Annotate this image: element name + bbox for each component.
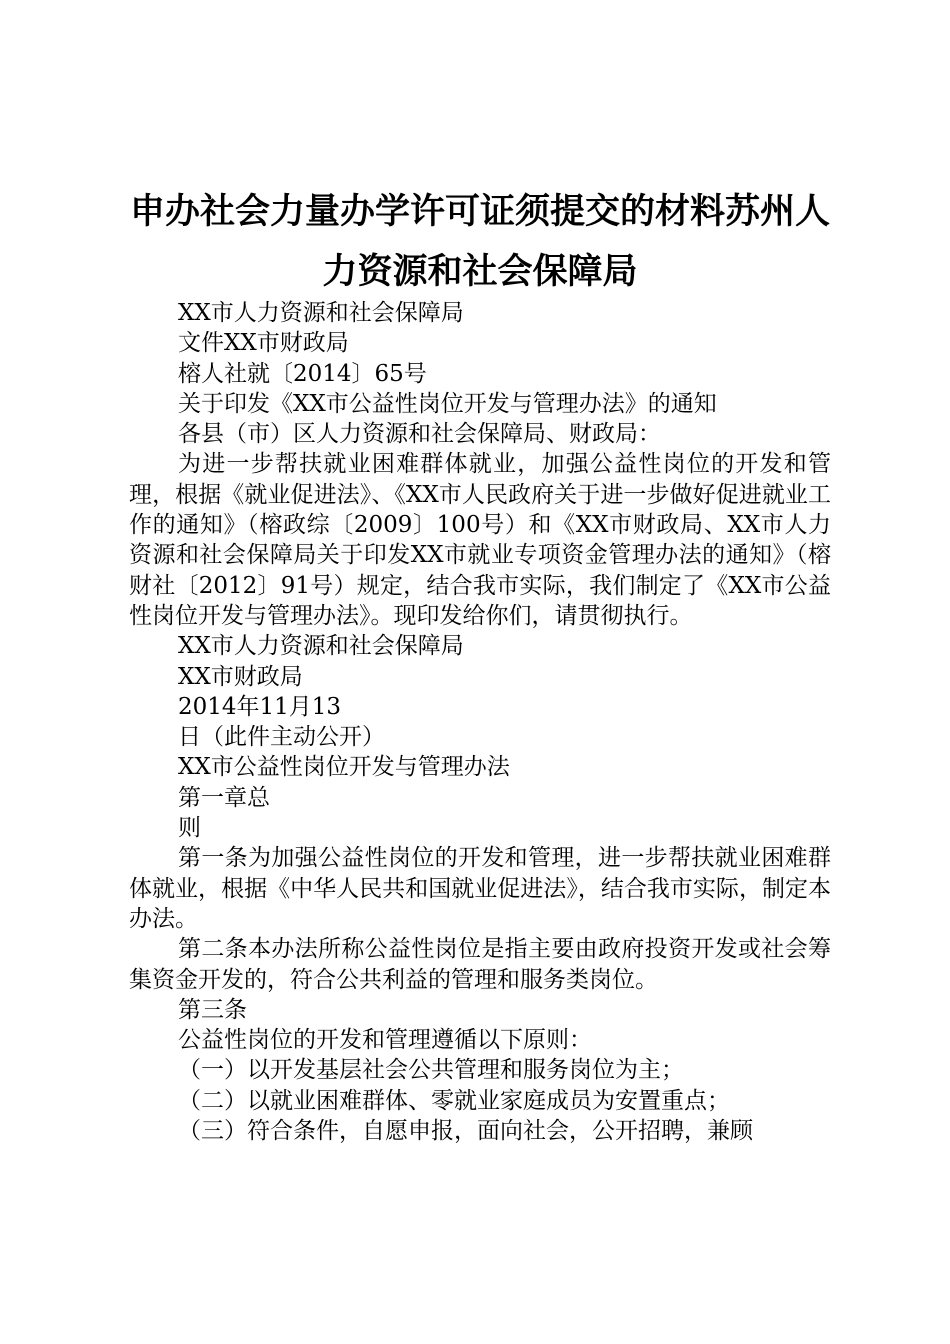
paragraph-document-number: 榕人社就〔2014〕65号: [178, 360, 427, 387]
paragraph-notice-title: 关于印发《XX市公益性岗位开发与管理办法》的通知: [178, 390, 717, 417]
paragraph-file-header: 文件XX市财政局: [178, 330, 349, 357]
document-body: [129, 298, 831, 1146]
paragraph-principle-2: （二）以就业困难群体、零就业家庭成员为安置重点；: [178, 1087, 730, 1114]
paragraph-article-1: 第一条为加强公益性岗位的开发和管理，进一步帮扶就业困难群体就业，根据《中华人民共和国就业促进法》，结合我市实际，制定本办法。: [129, 845, 831, 932]
paragraph-issuer: XX市人力资源和社会保障局: [178, 300, 464, 326]
paragraph-article-2: 第二条本办法所称公益性岗位是指主要由政府投资开发或社会筹集资金开发的，符合公共利益的管理和服务类岗位。: [129, 936, 831, 993]
paragraph-article-3-heading: 第三条: [178, 996, 247, 1023]
paragraph-measures-title: XX市公益性岗位开发与管理办法: [178, 754, 510, 781]
paragraph-chapter-heading-cont: 则: [178, 815, 201, 842]
paragraph-date-note: 日（此件主动公开）: [178, 724, 385, 751]
paragraph-chapter-heading: 第一章总: [178, 784, 270, 811]
paragraph-principle-3: （三）符合条件，自愿申报，面向社会，公开招聘，兼顾: [178, 1118, 753, 1145]
paragraph-article-3: 公益性岗位的开发和管理遵循以下原则：: [178, 1027, 592, 1054]
document-title-line-2: 力资源和社会保障局: [322, 252, 638, 292]
document-title-line-1: 申办社会力量办学许可证须提交的材料苏州人: [130, 192, 831, 232]
paragraph-body: 为进一步帮扶就业困难群体就业，加强公益性岗位的开发和管理，根据《就业促进法》、《XX市人民政府关于进一步做好促进就业工作的通知》（榕政综〔2009〕100号）和《XX市财政局、XX市人力资源和社会保障局关于印发XX市就业专项资金管理办法的通知》（榕财社〔2012〕91号）规定，结合我市实际，我们制定了《XX市公益性岗位开发与管理办法》。现印发给你们，请贯彻执行。: [129, 451, 831, 629]
paragraph-addressee: 各县（市）区人力资源和社会保障局、财政局：: [178, 421, 661, 448]
paragraph-signature-finance: XX市财政局: [178, 663, 303, 690]
paragraph-principle-1: （一）以开发基层社会公共管理和服务岗位为主；: [178, 1057, 684, 1084]
paragraph-date: 2014年11月13: [178, 693, 342, 720]
paragraph-signature-issuer: XX市人力资源和社会保障局: [178, 633, 464, 660]
